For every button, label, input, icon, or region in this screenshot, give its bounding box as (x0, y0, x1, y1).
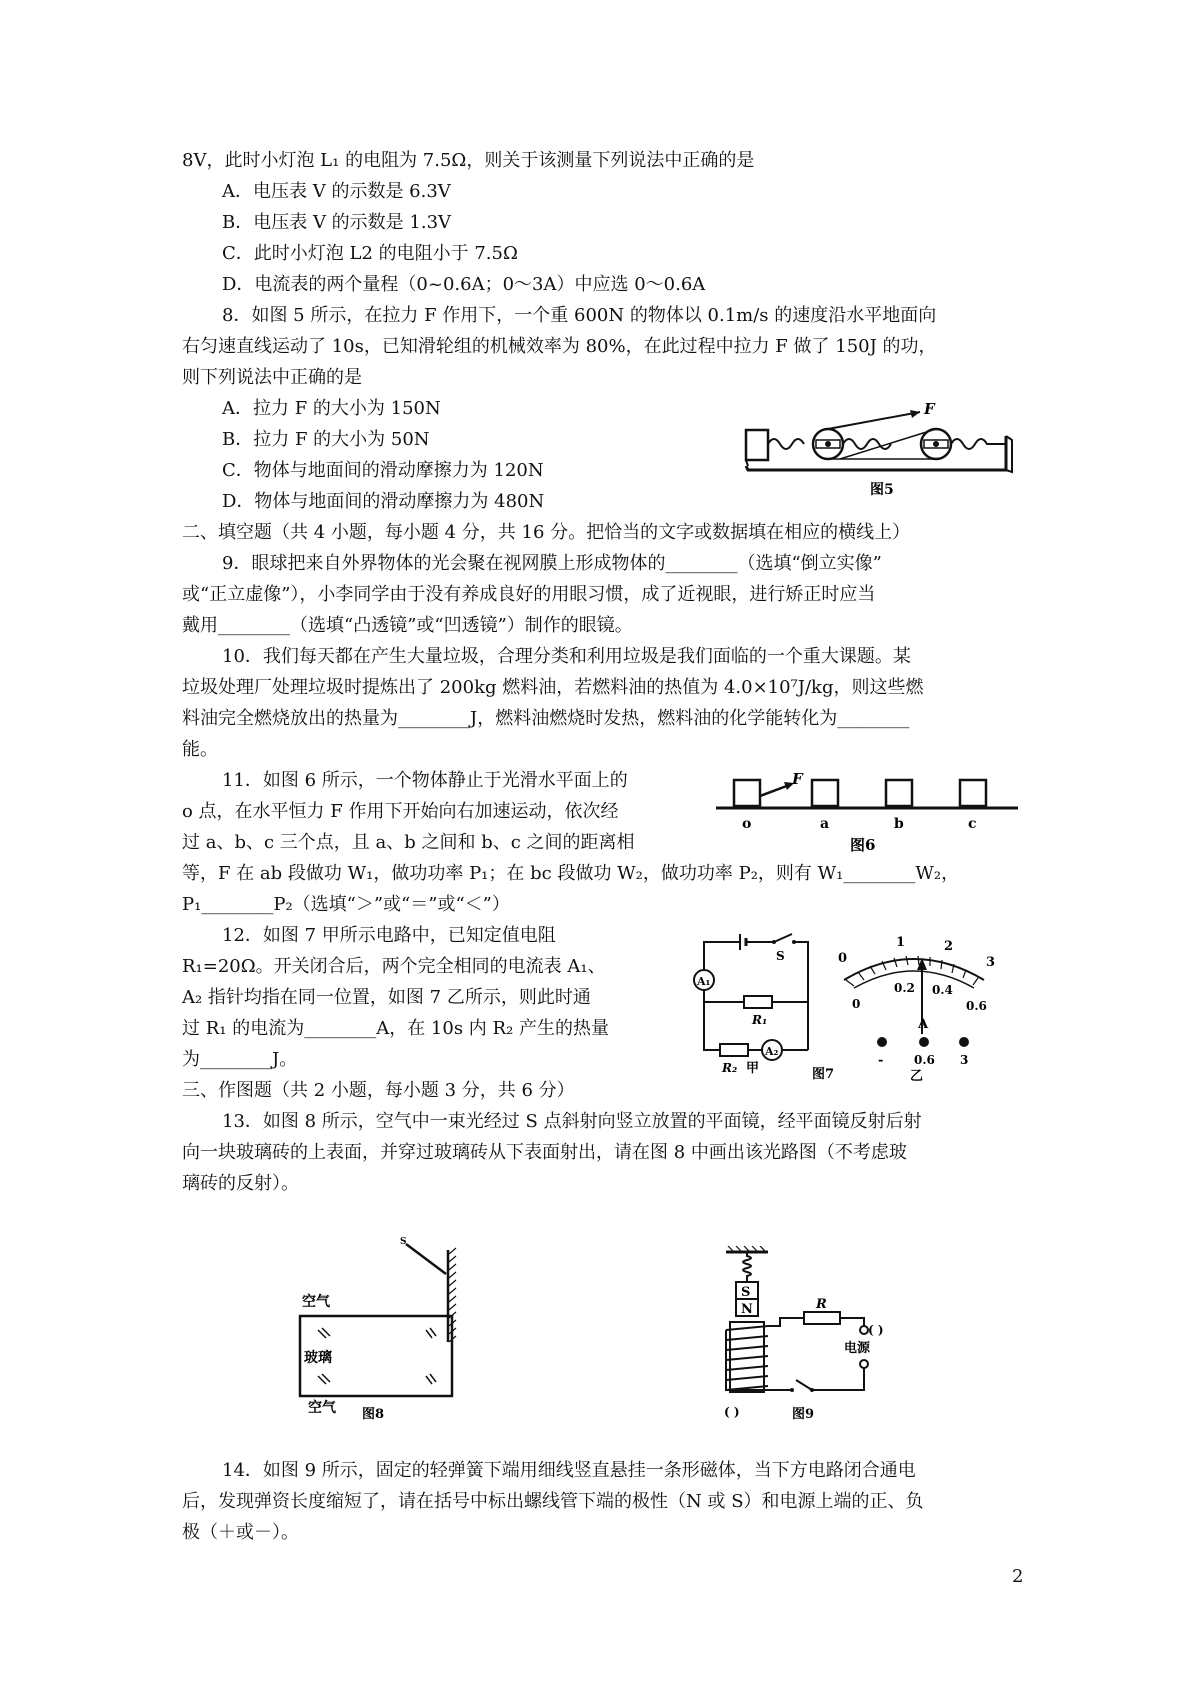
figure-9 (704, 1246, 924, 1422)
fig6-force-label: F (792, 770, 803, 788)
q12-line1: 12．如图 7 甲所示电路中，已知定值电阻 (222, 925, 556, 946)
fig7-r2-label: R₂ (722, 1061, 738, 1075)
q12-line5: 为________J。 (182, 1049, 298, 1070)
fig9-source-label: 电源 (844, 1341, 871, 1356)
q11-line3: 过 a、b、c 三个点，且 a、b 之间和 b、c 之间的距离相 (182, 832, 635, 853)
fig7-terminal-minus: - (878, 1053, 884, 1068)
fig7-caption: 图7 (812, 1067, 835, 1082)
q8-option-c: C．物体与地面间的滑动摩擦力为 120N (222, 460, 544, 481)
fig6-point-c: c (968, 816, 977, 832)
fig7-scale-bottom-0: 0 (852, 997, 861, 1011)
q8-option-b: B．拉力 F 的大小为 50N (222, 429, 430, 450)
q10-line1: 10．我们每天都在产生大量垃圾，合理分类和利用垃圾是我们面临的一个重大课题。某 (222, 646, 911, 667)
q11-line4: 等，F 在 ab 段做功 W₁，做功功率 P₁；在 bc 段做功 W₂，做功功率 P₂，则有 W₁________W₂， (182, 863, 960, 884)
figure-5 (744, 396, 1014, 500)
q12-line3: A₂ 指针均指在同一位置，如图 7 乙所示，则此时通 (182, 987, 591, 1008)
section-3-title: 三、作图题（共 2 小题，每小题 3 分，共 6 分） (182, 1080, 575, 1101)
fig9-top-bracket: ( ) (868, 1323, 884, 1337)
q8-line3: 则下列说法中正确的是 (182, 367, 362, 388)
fig7-terminal-3: 3 (960, 1053, 969, 1067)
fig8-air-bottom: 空气 (308, 1400, 336, 1416)
q10-line2: 垃圾处理厂处理垃圾时提炼出了 200kg 燃料油，若燃料油的热值为 4.0×10⁷J/kg，则这些燃 (182, 677, 924, 698)
fig6-point-b: b (894, 816, 904, 832)
fig9-pole-n: N (741, 1302, 753, 1317)
q8-line1: 8．如图 5 所示，在拉力 F 作用下，一个重 600N 的物体以 0.1m/s 的速度沿水平地面向 (222, 305, 937, 326)
fig7-scale-bottom-2: 0.4 (932, 983, 953, 997)
q14-line3: 极（＋或－）。 (182, 1522, 299, 1543)
figure-6 (712, 770, 1022, 856)
q8-option-a: A．拉力 F 的大小为 150N (222, 398, 441, 419)
fig8-caption: 图8 (362, 1407, 385, 1420)
q7-option-d: D．电流表的两个量程（0~0.6A；0～3A）中应选 0～0.6A (222, 274, 706, 295)
q11-line5: P₁________P₂（选填“＞”或“＝”或“＜”） (182, 894, 510, 915)
q9-line3: 戴用________（选填“凸透镜”或“凹透镜”）制作的眼镜。 (182, 615, 633, 636)
q7-option-c: C．此时小灯泡 L2 的电阻小于 7.5Ω (222, 243, 518, 264)
q10-line4: 能。 (182, 739, 218, 760)
q11-line1: 11．如图 6 所示，一个物体静止于光滑水平面上的 (222, 770, 628, 791)
q13-line3: 璃砖的反射）。 (182, 1173, 299, 1194)
q12-line4: 过 R₁ 的电流为________A，在 10s 内 R₂ 产生的热量 (182, 1018, 610, 1039)
fig7-scale-bottom-3: 0.6 (966, 999, 987, 1013)
q7-option-a: A．电压表 V 的示数是 6.3V (222, 181, 451, 202)
q7-option-b: B．电压表 V 的示数是 1.3V (222, 212, 452, 233)
fig8-s-label: S (400, 1237, 407, 1247)
q9-line2: 或“正立虚像”），小李同学由于没有养成良好的用眼习惯，成了近视眼，进行矫正时应当 (182, 584, 876, 605)
fig7-ammeter-a2: A₂ (765, 1045, 779, 1058)
fig7-r1-label: R₁ (752, 1013, 768, 1027)
fig7-scale-top-2: 2 (944, 939, 954, 954)
fig6-point-o: o (742, 816, 752, 832)
q8-option-d: D．物体与地面间的滑动摩擦力为 480N (222, 491, 545, 512)
q11-line2: o 点，在水平恒力 F 作用下开始向右加速运动，依次经 (182, 801, 619, 822)
q9-line1: 9．眼球把来自外界物体的光会聚在视网膜上形成物体的________（选填“倒立实像” (222, 553, 882, 574)
q7-line0: 8V，此时小灯泡 L₁ 的电阻为 7.5Ω，则关于该测量下列说法中正确的是 (182, 150, 755, 171)
fig8-glass-label: 玻璃 (304, 1350, 332, 1366)
page-number: 2 (1012, 1566, 1024, 1587)
fig6-caption: 图6 (850, 836, 876, 854)
fig9-bottom-bracket: ( ) (724, 1405, 740, 1419)
q14-line2: 后，发现弹资长度缩短了，请在括号中标出螺线管下端的极性（N 或 S）和电源上端的正、负 (182, 1491, 924, 1512)
fig7-unit-label: A (918, 1017, 929, 1032)
fig7-yi-label: 乙 (910, 1069, 924, 1082)
fig5-force-label: F (924, 400, 935, 418)
fig6-point-a: a (820, 816, 830, 832)
figure-7 (682, 930, 1014, 1082)
fig9-r-label: R (816, 1297, 827, 1312)
fig7-ammeter-a1: A₁ (697, 975, 711, 988)
q13-line2: 向一块玻璃砖的上表面，并穿过玻璃砖从下表面射出，请在图 8 中画出该光路图（不考虑玻 (182, 1142, 907, 1163)
fig7-scale-top-0: 0 (838, 951, 848, 966)
fig7-terminal-06: 0.6 (914, 1053, 935, 1067)
q8-line2: 右匀速直线运动了 10s，已知滑轮组的机械效率为 80%，在此过程中拉力 F 做了 150J 的功， (182, 336, 937, 357)
fig5-caption: 图5 (870, 482, 894, 498)
figure-8 (296, 1230, 476, 1420)
fig7-scale-bottom-1: 0.2 (894, 981, 915, 995)
section-2-title: 二、填空题（共 4 小题，每小题 4 分，共 16 分。把恰当的文字或数据填在相应的横线上） (182, 522, 911, 543)
fig9-caption: 图9 (792, 1407, 815, 1422)
q14-line1: 14．如图 9 所示，固定的轻弹簧下端用细线竖直悬挂一条形磁体，当下方电路闭合通电 (222, 1460, 916, 1481)
q13-line1: 13．如图 8 所示，空气中一束光经过 S 点斜射向竖立放置的平面镜，经平面镜反射后射 (222, 1111, 922, 1132)
fig8-air-top: 空气 (302, 1294, 330, 1310)
q10-line3: 料油完全燃烧放出的热量为________J，燃料油燃烧时发热，燃料油的化学能转化为________ (182, 708, 910, 729)
fig7-switch-label: S (776, 949, 785, 963)
fig9-pole-s: S (741, 1285, 751, 1300)
fig7-scale-top-1: 1 (896, 935, 906, 950)
fig7-jia-label: 甲 (746, 1061, 760, 1076)
q12-line2: R₁=20Ω。开关闭合后，两个完全相同的电流表 A₁、 (182, 956, 606, 977)
fig7-scale-top-3: 3 (986, 955, 996, 970)
